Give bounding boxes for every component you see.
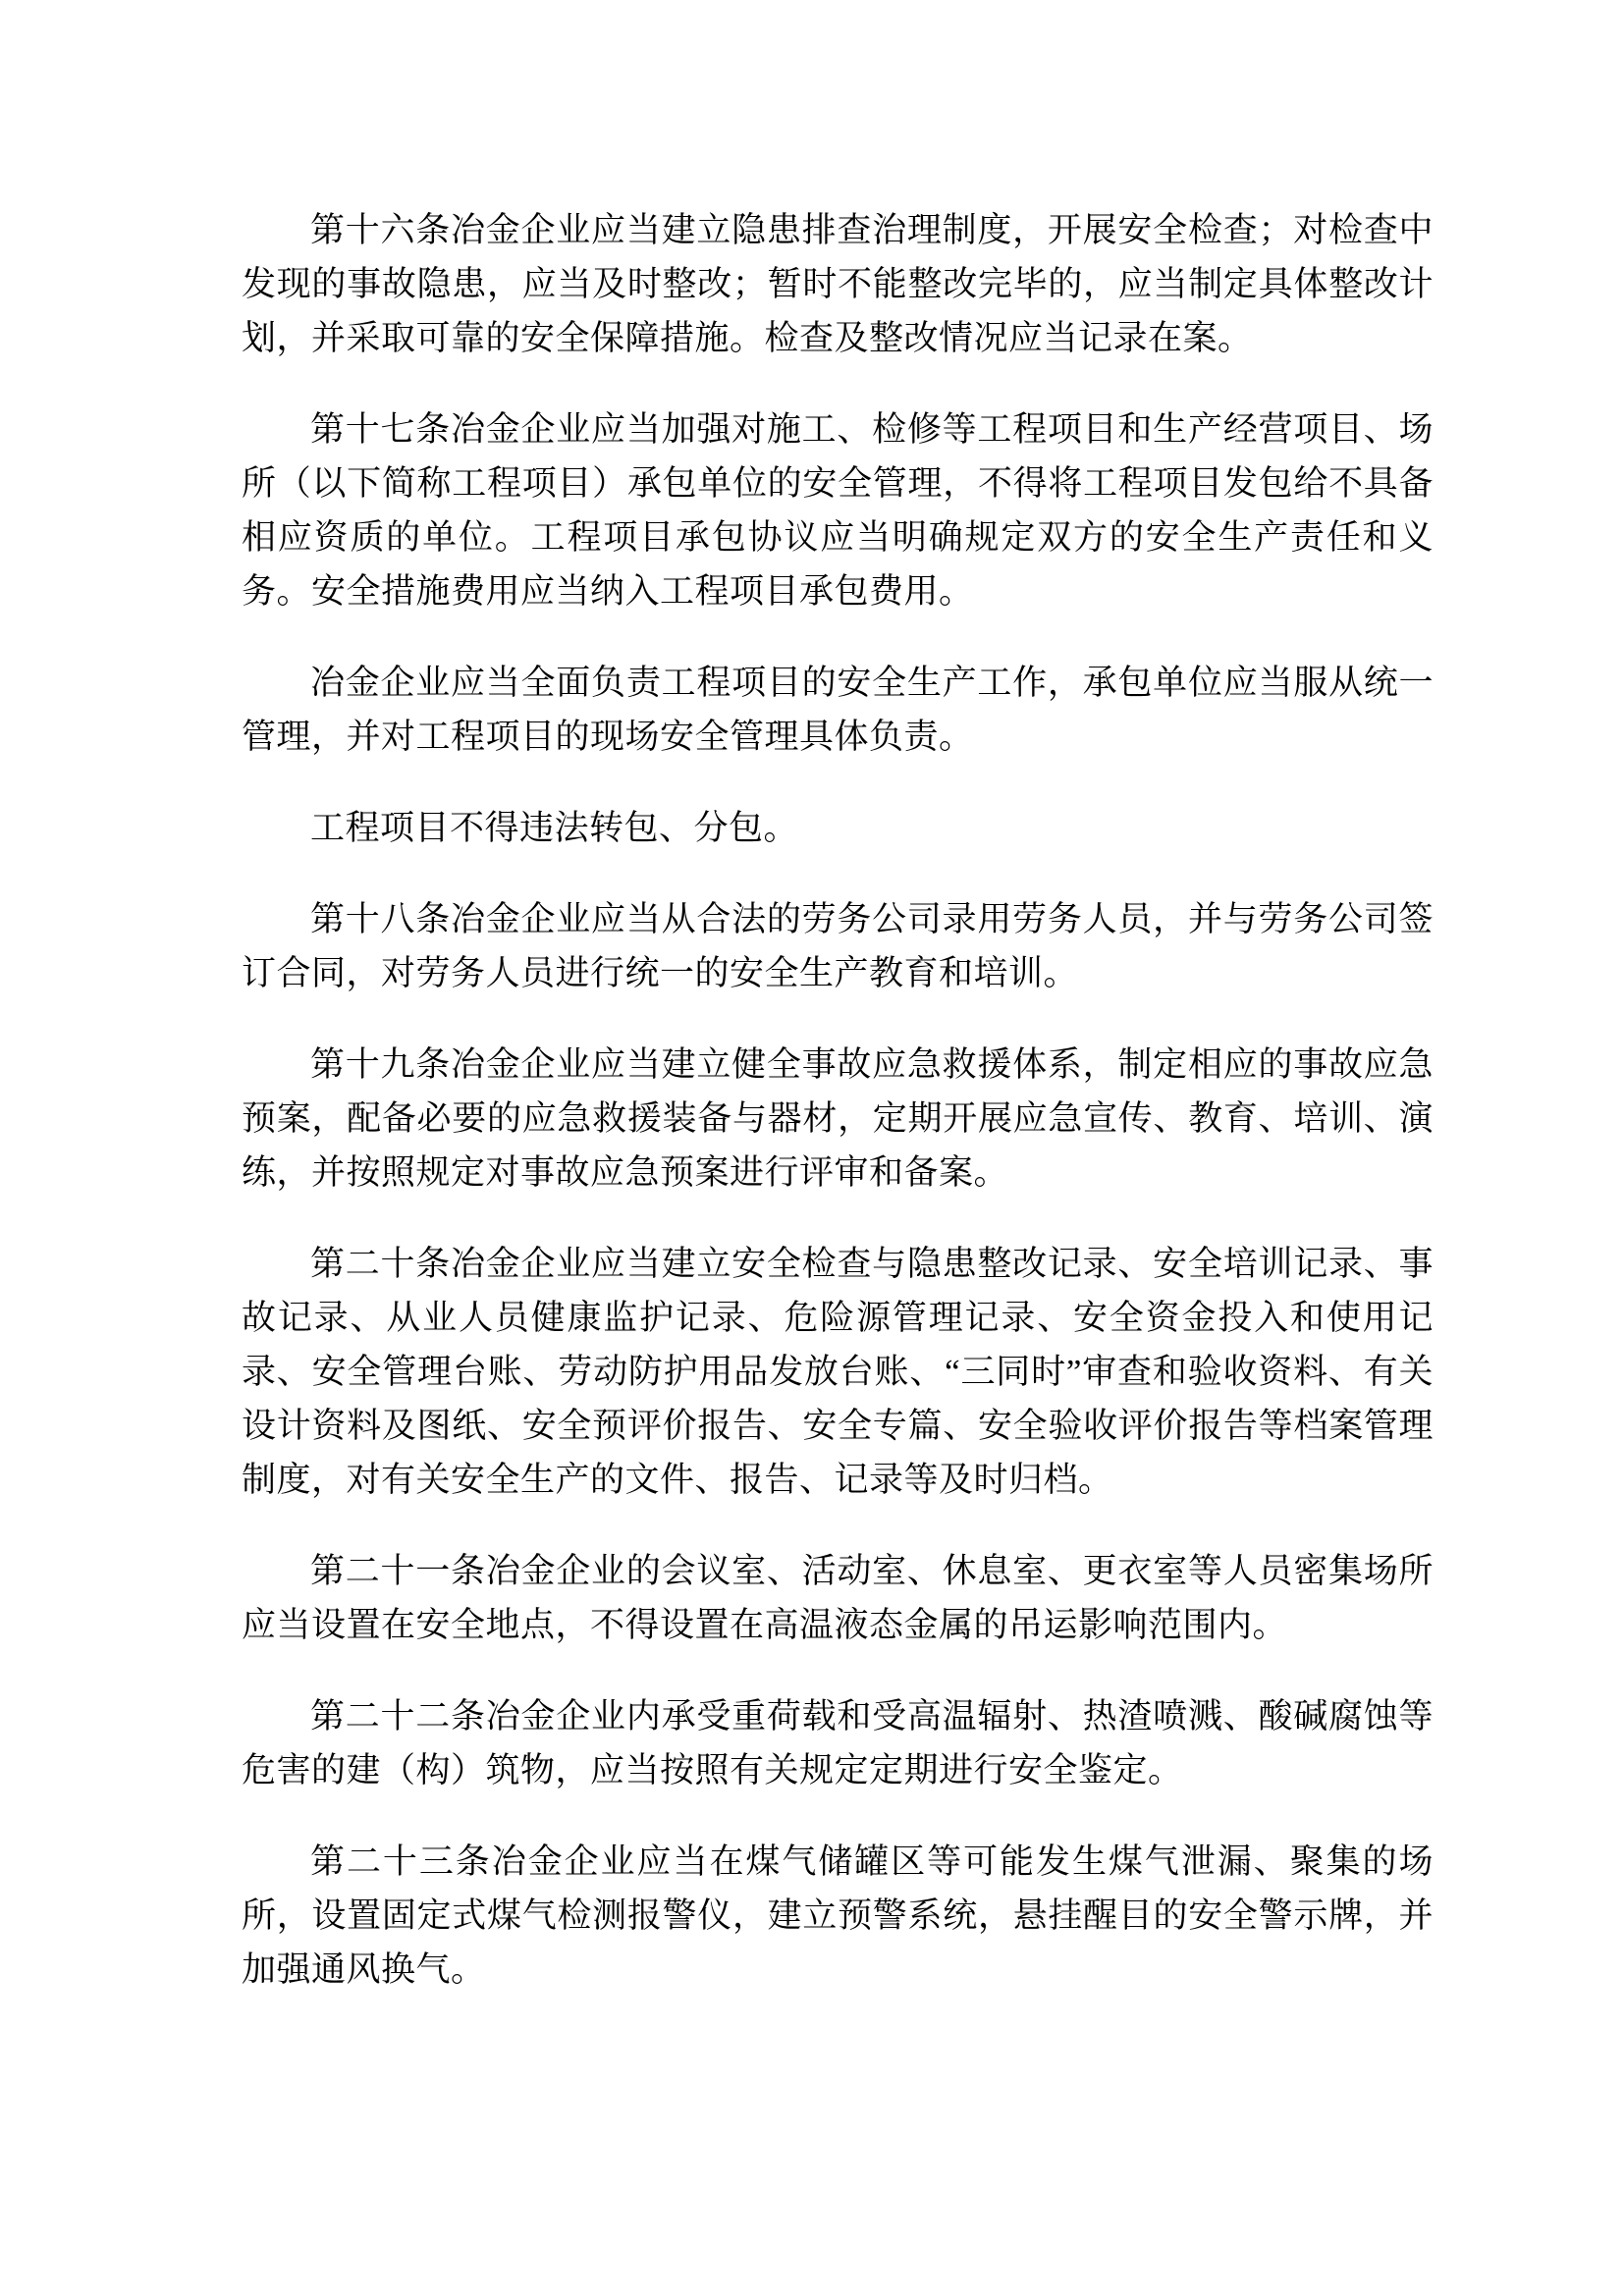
paragraph-article-23: 第二十三条冶金企业应当在煤气储罐区等可能发生煤气泄漏、聚集的场所，设置固定式煤气检测报警仪，建立预警系统，悬挂醒目的安全警示牌，并加强通风换气。 xyxy=(242,1842,1434,1989)
paragraph-article-21: 第二十一条冶金企业的会议室、活动室、休息室、更衣室等人员密集场所应当设置在安全地点，不得设置在高温液态金属的吊运影响范围内。 xyxy=(242,1552,1434,1644)
paragraph-article-22: 第二十二条冶金企业内承受重荷载和受高温辐射、热渣喷溅、酸碱腐蚀等危害的建（构）筑物，应当按照有关规定定期进行安全鉴定。 xyxy=(242,1697,1434,1789)
paragraph-article-17-cont-2: 工程项目不得违法转包、分包。 xyxy=(310,809,799,847)
paragraph-article-16: 第十六条冶金企业应当建立隐患排查治理制度，开展安全检查；对检查中发现的事故隐患，应当及时整改；暂时不能整改完毕的，应当制定具体整改计划，并采取可靠的安全保障措施。检查及整改情况应当记录在案。 xyxy=(242,211,1434,357)
paragraph-article-19: 第十九条冶金企业应当建立健全事故应急救援体系，制定相应的事故应急预案，配备必要的应急救援装备与器材，定期开展应急宣传、教育、培训、演练，并按照规定对事故应急预案进行评审和备案。 xyxy=(242,1045,1434,1192)
paragraph-article-17-cont-1: 冶金企业应当全面负责工程项目的安全生产工作，承包单位应当服从统一管理，并对工程项目的现场安全管理具体负责。 xyxy=(242,664,1434,756)
paragraph-article-17: 第十七条冶金企业应当加强对施工、检修等工程项目和生产经营项目、场所（以下简称工程项目）承包单位的安全管理，不得将工程项目发包给不具备相应资质的单位。工程项目承包协议应当明确规定双方的安全生产责任和义务。安全措施费用应当纳入工程项目承包费用。 xyxy=(242,410,1434,611)
paragraph-article-20: 第二十条冶金企业应当建立安全检查与隐患整改记录、安全培训记录、事故记录、从业人员健康监护记录、危险源管理记录、安全资金投入和使用记录、安全管理台账、劳动防护用品发放台账、“三同时”审查和验收资料、有关设计资料及图纸、安全预评价报告、安全专篇、安全验收评价报告等档案管理制度，对有关安全生产的文件、报告、记录等及时归档。 xyxy=(242,1245,1434,1499)
paragraph-article-18: 第十八条冶金企业应当从合法的劳务公司录用劳务人员，并与劳务公司签订合同，对劳务人员进行统一的安全生产教育和培训。 xyxy=(242,900,1434,992)
